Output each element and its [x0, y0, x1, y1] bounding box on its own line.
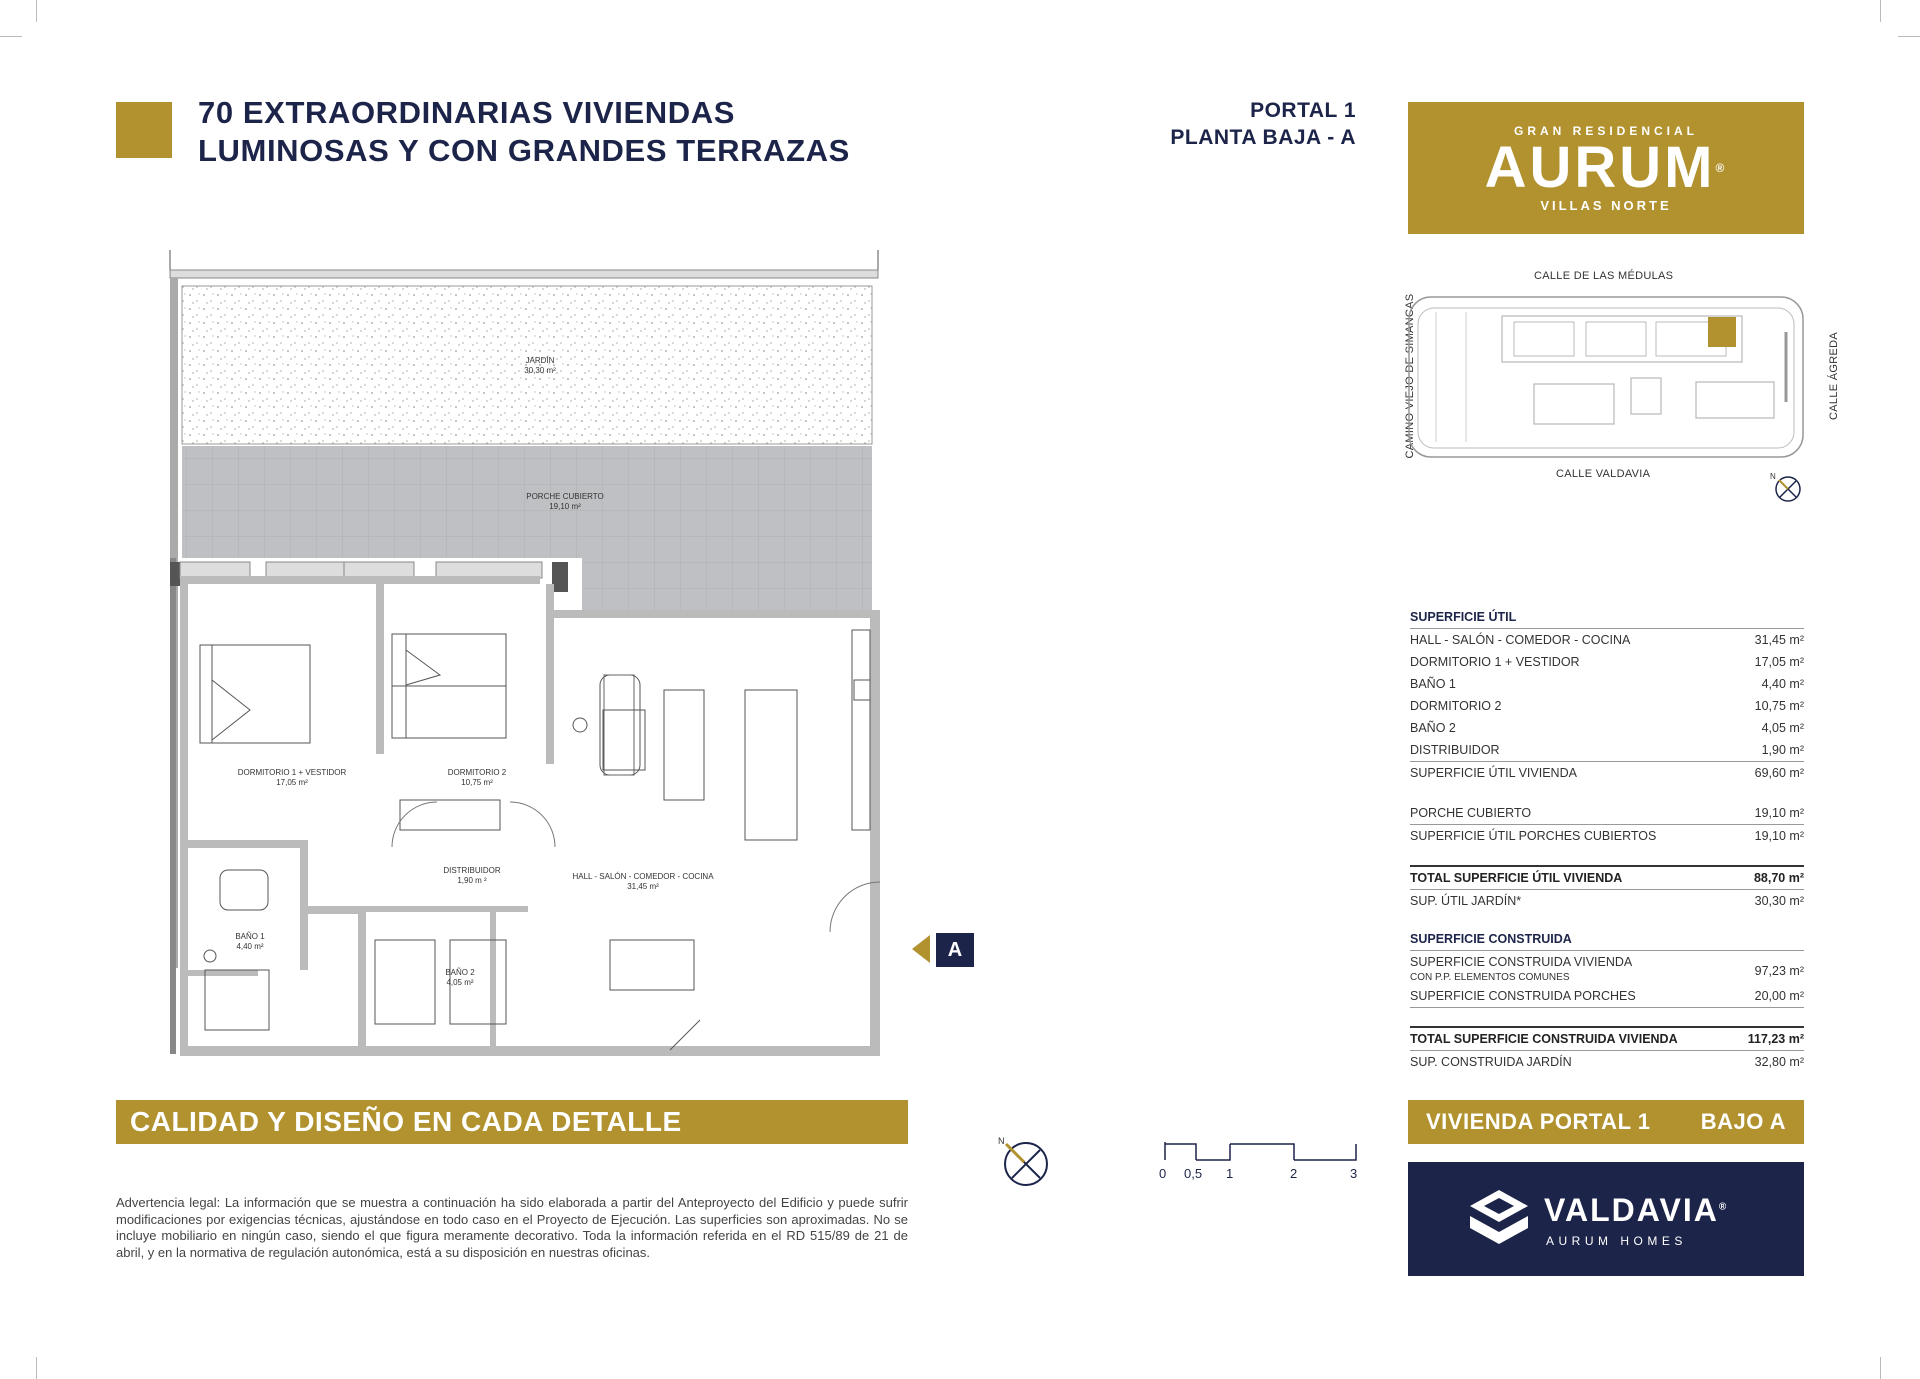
row-label: PORCHE CUBIERTO: [1410, 806, 1532, 820]
room-name: HALL - SALÓN - COMEDOR - COCINA: [572, 872, 714, 881]
table-row: [1410, 695, 1804, 717]
valdavia-name: [1544, 1192, 1728, 1229]
scale-label-1: 1: [1226, 1166, 1234, 1181]
title-line-1: 70 EXTRAORDINARIAS VIVIENDAS: [198, 95, 736, 130]
row-value: 1,90 m²: [1761, 743, 1804, 757]
room-name: DISTRIBUIDOR: [443, 866, 501, 875]
room-dormitorio-1: [212, 768, 372, 788]
valdavia-sub: AURUM HOMES: [1546, 1234, 1687, 1248]
row-label: DORMITORIO 1 + VESTIDOR: [1410, 655, 1580, 669]
valdavia-word: VALDAVIA: [1544, 1192, 1719, 1228]
plan-north-label: N: [998, 1136, 1005, 1146]
valdavia-registered-mark: ®: [1718, 1201, 1729, 1213]
street-top-label: CALLE DE LAS MÉDULAS: [1534, 270, 1674, 282]
porche-row: [1410, 802, 1804, 825]
row-value: 4,40 m²: [1761, 677, 1804, 691]
logo-top-text: GRAN RESIDENCIAL: [1513, 124, 1698, 138]
room-name: DORMITORIO 2: [447, 768, 507, 777]
room-name: DORMITORIO 1 + VESTIDOR: [237, 768, 347, 777]
row-label: TOTAL SUPERFICIE CONSTRUIDA VIVIENDA: [1410, 1032, 1678, 1046]
row-label: SUPERFICIE CONSTRUIDA PORCHES: [1410, 989, 1636, 1003]
logo-main-word: AURUM: [1484, 135, 1716, 200]
row-label: SUP. CONSTRUIDA JARDÍN: [1410, 1055, 1572, 1069]
room-distribuidor: [424, 866, 520, 886]
row-label: BAÑO 2: [1410, 721, 1456, 735]
row-label: SUPERFICIE ÚTIL VIVIENDA: [1410, 766, 1577, 780]
row-label: SUPERFICIE CONSTRUIDA VIVIENDA: [1410, 955, 1633, 969]
table-row: [1410, 673, 1804, 695]
row-label: DORMITORIO 2: [1410, 699, 1502, 713]
row-value: 17,05 m²: [1754, 655, 1804, 669]
surfaces-table: [1410, 606, 1804, 1073]
row-value: 97,23 m²: [1754, 964, 1804, 978]
construida-header: [1410, 928, 1804, 951]
crop-mark: [1898, 36, 1920, 37]
valdavia-mark-icon: [1468, 1188, 1530, 1254]
entrance-arrow-icon: [910, 933, 932, 965]
total-util-row: [1410, 865, 1804, 890]
table-row: [1410, 651, 1804, 673]
street-left-label: CAMINO VIEJO DE SIMANCAS: [1404, 293, 1416, 459]
room-area: 4,40 m²: [236, 942, 264, 951]
crop-mark: [0, 36, 22, 37]
row-value: 117,23 m²: [1747, 1032, 1804, 1046]
table-row: [1410, 739, 1804, 762]
scale-label-0: 0: [1159, 1166, 1167, 1181]
room-area: 30,30 m²: [524, 366, 556, 375]
room-area: 17,05 m²: [276, 778, 308, 787]
room-area: 10,75 m²: [461, 778, 493, 787]
room-salon-cocina: [548, 872, 738, 892]
room-dormitorio-2: [427, 768, 527, 788]
room-bano-1: [222, 932, 278, 952]
row-label: SUPERFICIE ÚTIL PORCHES CUBIERTOS: [1410, 829, 1657, 843]
scale-bar: [1160, 1140, 1360, 1164]
street-bottom-label: CALLE VALDAVIA: [1556, 468, 1651, 480]
room-porche-cubierto: [500, 492, 630, 512]
logo-sub-text: VILLAS NORTE: [1540, 198, 1672, 213]
room-bano-2: [432, 968, 488, 988]
row-label-group: [1410, 955, 1632, 985]
logo-main-text: [1408, 135, 1804, 200]
entrance-badge: A: [936, 933, 974, 967]
construida-porches-row: [1410, 985, 1804, 1008]
row-value: 10,75 m²: [1754, 699, 1804, 713]
row-label: SUP. ÚTIL JARDÍN*: [1410, 894, 1522, 908]
util-header: [1410, 606, 1804, 629]
row-sublabel: CON P.P. ELEMENTOS COMUNES: [1410, 972, 1570, 983]
crop-mark: [36, 1357, 37, 1379]
legal-disclaimer: Advertencia legal: La información que se muestra a continuación ha sido elaborada a partir del Anteproyecto del Edificio y puede sufrir modificaciones por exigencias técnicas, ajustándose en todo caso en el Proyecto de Ejecución. Las superficies son aproximadas. No se incluye mobiliario en ningún caso, siendo el que figura meramente decorativo. Toda la información referida en el RD 515/89 de 21 de abril, y en la normativa de regulación autonómica, está a su disposición en nuestras oficinas.: [116, 1195, 908, 1260]
scale-label-2: 2: [1290, 1166, 1298, 1181]
row-label: BAÑO 1: [1410, 677, 1456, 691]
map-north-label: N: [1770, 472, 1776, 481]
row-label: DISTRIBUIDOR: [1410, 743, 1500, 757]
jardin-construida-row: [1410, 1051, 1804, 1073]
room-jardin: [480, 356, 600, 376]
room-area: 31,45 m²: [627, 882, 659, 891]
crop-mark: [1880, 1357, 1881, 1379]
crop-mark: [36, 0, 37, 22]
room-area: 19,10 m²: [549, 502, 581, 511]
portal-label: PORTAL 1: [1250, 99, 1356, 122]
row-value: 4,05 m²: [1761, 721, 1804, 735]
row-label: HALL - SALÓN - COMEDOR - COCINA: [1410, 633, 1631, 647]
construida-header-label: SUPERFICIE CONSTRUIDA: [1410, 932, 1572, 946]
room-name: JARDÍN: [525, 356, 555, 365]
title-line-2: LUMINOSAS Y CON GRANDES TERRAZAS: [198, 133, 850, 168]
plan-compass-icon: [1000, 1138, 1052, 1188]
row-value: 19,10 m²: [1754, 829, 1804, 843]
row-value: 31,45 m²: [1754, 633, 1804, 647]
planta-label: PLANTA BAJA - A: [1170, 126, 1356, 149]
construida-vivienda-row: [1410, 951, 1804, 985]
total-construida-row: [1410, 1026, 1804, 1051]
row-value: 30,30 m²: [1754, 894, 1804, 908]
valdavia-logo: [1408, 1162, 1804, 1276]
util-total-row: [1410, 762, 1804, 784]
location-map: [1406, 292, 1806, 462]
room-area: 1,90 m ²: [457, 876, 487, 885]
room-area: 4,05 m²: [446, 978, 474, 987]
scale-label-05: 0,5: [1184, 1166, 1203, 1181]
table-row: [1410, 717, 1804, 739]
street-right-label: CALLE ÁGREDA: [1828, 332, 1840, 420]
room-name: BAÑO 1: [235, 932, 265, 941]
row-value: 69,60 m²: [1754, 766, 1804, 780]
room-name: PORCHE CUBIERTO: [526, 492, 604, 501]
crop-mark: [1880, 0, 1881, 22]
page-title: [198, 94, 850, 170]
row-value: 19,10 m²: [1754, 806, 1804, 820]
quality-banner: CALIDAD Y DISEÑO EN CADA DETALLE: [116, 1100, 908, 1144]
row-value: 32,80 m²: [1754, 1055, 1804, 1069]
unit-code: BAJO A: [1700, 1109, 1786, 1134]
map-compass-icon: [1774, 474, 1804, 504]
table-row: [1410, 629, 1804, 651]
title-accent-square: [116, 102, 172, 158]
logo-registered-mark: ®: [1715, 161, 1728, 175]
aurum-logo: [1408, 102, 1804, 234]
portal-heading: [1100, 97, 1356, 151]
unit-portal: VIVIENDA PORTAL 1: [1426, 1109, 1651, 1134]
scale-label-3: 3: [1350, 1166, 1358, 1181]
jardin-util-row: [1410, 890, 1804, 912]
room-name: BAÑO 2: [445, 968, 475, 977]
row-value: 88,70 m²: [1753, 871, 1804, 885]
util-header-label: SUPERFICIE ÚTIL: [1410, 610, 1517, 624]
row-value: 20,00 m²: [1754, 989, 1804, 1003]
porche-total-row: [1410, 825, 1804, 847]
unit-banner: [1408, 1100, 1804, 1144]
row-label: TOTAL SUPERFICIE ÚTIL VIVIENDA: [1410, 871, 1623, 885]
